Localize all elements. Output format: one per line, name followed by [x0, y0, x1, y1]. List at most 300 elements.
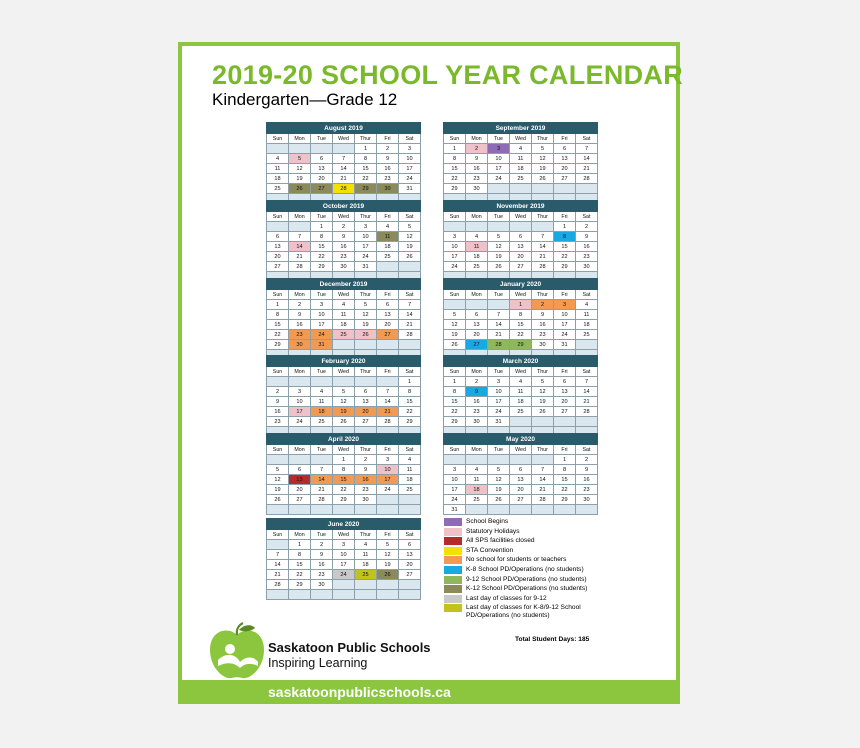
day-cell: 11 — [333, 310, 355, 320]
day-cell: 29 — [554, 495, 576, 505]
page-title: 2019-20 SCHOOL YEAR CALENDAR — [212, 60, 684, 90]
day-cell: 22 — [311, 252, 333, 262]
empty-cell — [377, 262, 399, 272]
day-cell: 14 — [532, 475, 554, 485]
legend-item — [444, 556, 602, 566]
day-cell: 9 — [333, 232, 355, 242]
legend-label: STA Convention — [466, 546, 514, 554]
day-cell: 7 — [576, 377, 598, 387]
empty-cell — [576, 417, 598, 427]
empty-cell — [532, 455, 554, 465]
legend-item — [444, 585, 602, 595]
weekday-label: Wed — [510, 290, 532, 300]
weekday-label: Fri — [554, 290, 576, 300]
day-cell: 11 — [311, 397, 333, 407]
empty-cell — [444, 222, 466, 232]
footer-bar — [182, 680, 676, 704]
weekday-label: Mon — [466, 290, 488, 300]
day-cell: 12 — [377, 550, 399, 560]
day-cell: 17 — [399, 164, 421, 174]
day-cell: 1 — [289, 540, 311, 550]
day-cell: 29 — [333, 495, 355, 505]
day-cell: 13 — [554, 387, 576, 397]
empty-cell — [267, 540, 289, 550]
day-cell: 4 — [466, 465, 488, 475]
empty-cell — [488, 184, 510, 194]
legend-swatch — [444, 556, 462, 564]
week-row — [444, 330, 598, 340]
day-cell: 12 — [333, 397, 355, 407]
empty-cell — [488, 222, 510, 232]
empty-cell — [576, 505, 598, 515]
weekday-label: Sun — [444, 290, 466, 300]
week-row — [444, 495, 598, 505]
day-cell: 29 — [444, 184, 466, 194]
day-cell: 13 — [510, 475, 532, 485]
empty-cell — [289, 455, 311, 465]
empty-cell — [267, 590, 289, 600]
day-cell: 19 — [399, 242, 421, 252]
day-cell: 4 — [333, 300, 355, 310]
week-row — [444, 154, 598, 164]
week-row — [444, 505, 598, 515]
legend-label: All SPS facilities closed — [466, 537, 535, 545]
legend-swatch — [444, 528, 462, 536]
day-cell: 31 — [355, 262, 377, 272]
day-cell: 18 — [267, 174, 289, 184]
day-cell: 14 — [532, 242, 554, 252]
day-cell: 25 — [466, 495, 488, 505]
day-cell: 15 — [444, 397, 466, 407]
calendar-sheet — [178, 42, 684, 704]
day-cell: 9 — [267, 397, 289, 407]
day-cell: 14 — [576, 154, 598, 164]
day-cell: 19 — [289, 174, 311, 184]
empty-cell — [488, 455, 510, 465]
day-cell: 8 — [444, 387, 466, 397]
day-cell: 20 — [554, 164, 576, 174]
weekday-label: Sun — [267, 290, 289, 300]
day-cell: 16 — [532, 320, 554, 330]
empty-cell — [554, 184, 576, 194]
day-cell: 15 — [311, 242, 333, 252]
week-row — [267, 242, 421, 252]
day-cell: 2 — [576, 222, 598, 232]
day-cell: 23 — [311, 570, 333, 580]
empty-cell — [510, 417, 532, 427]
day-cell: 7 — [267, 550, 289, 560]
day-cell: 10 — [488, 154, 510, 164]
day-cell: 28 — [267, 580, 289, 590]
day-cell: 18 — [576, 320, 598, 330]
weekday-label: Thur — [355, 212, 377, 222]
legend-label: Statutory Holidays — [466, 527, 520, 535]
empty-cell — [267, 222, 289, 232]
weekday-label: Fri — [554, 445, 576, 455]
week-row — [444, 455, 598, 465]
day-cell: 21 — [576, 164, 598, 174]
day-cell: 13 — [466, 320, 488, 330]
week-row — [267, 505, 421, 515]
day-cell: 6 — [554, 377, 576, 387]
legend-label: Last day of classes for 9-12 — [466, 594, 547, 602]
day-cell: 25 — [267, 184, 289, 194]
day-cell: 22 — [333, 485, 355, 495]
week-row — [444, 184, 598, 194]
week-row — [444, 387, 598, 397]
day-cell: 18 — [466, 485, 488, 495]
empty-cell — [289, 222, 311, 232]
day-cell: 31 — [399, 184, 421, 194]
day-cell: 5 — [488, 232, 510, 242]
day-cell: 20 — [510, 485, 532, 495]
empty-cell — [488, 505, 510, 515]
day-cell: 8 — [444, 154, 466, 164]
weekday-label: Tue — [311, 134, 333, 144]
week-row — [267, 154, 421, 164]
day-cell: 24 — [444, 495, 466, 505]
weekday-label: Thur — [355, 530, 377, 540]
empty-cell — [355, 590, 377, 600]
weekday-label: Sat — [576, 212, 598, 222]
weekday-label: Sat — [399, 530, 421, 540]
day-cell: 22 — [267, 330, 289, 340]
legend-label: K-12 School PD/Operations (no students) — [466, 585, 588, 593]
weekday-label: Sat — [399, 290, 421, 300]
week-row — [267, 164, 421, 174]
day-cell: 21 — [377, 407, 399, 417]
day-cell: 7 — [377, 387, 399, 397]
day-cell: 4 — [267, 154, 289, 164]
empty-cell — [311, 455, 333, 465]
weekday-label: Mon — [289, 134, 311, 144]
empty-cell — [399, 262, 421, 272]
week-row — [267, 550, 421, 560]
empty-cell — [532, 417, 554, 427]
day-cell: 27 — [510, 262, 532, 272]
day-cell: 15 — [333, 475, 355, 485]
empty-cell — [333, 144, 355, 154]
weekday-label: Mon — [289, 445, 311, 455]
empty-cell — [510, 505, 532, 515]
week-row — [444, 417, 598, 427]
day-cell: 3 — [399, 144, 421, 154]
empty-cell — [576, 184, 598, 194]
empty-cell — [532, 184, 554, 194]
day-cell: 28 — [576, 407, 598, 417]
day-cell: 24 — [488, 407, 510, 417]
day-cell: 26 — [377, 570, 399, 580]
day-cell: 5 — [289, 154, 311, 164]
legend-swatch — [444, 595, 462, 603]
empty-cell — [333, 377, 355, 387]
weekday-label: Sun — [267, 367, 289, 377]
day-cell: 1 — [510, 300, 532, 310]
week-row — [267, 174, 421, 184]
day-cell: 10 — [488, 387, 510, 397]
day-cell: 3 — [377, 455, 399, 465]
day-cell: 27 — [311, 184, 333, 194]
day-cell: 24 — [377, 485, 399, 495]
empty-cell — [355, 580, 377, 590]
day-cell: 4 — [399, 455, 421, 465]
empty-cell — [510, 184, 532, 194]
week-row — [267, 465, 421, 475]
legend-item — [444, 528, 602, 538]
day-cell: 7 — [399, 300, 421, 310]
empty-cell — [289, 144, 311, 154]
empty-cell — [399, 580, 421, 590]
day-cell: 29 — [554, 262, 576, 272]
day-cell: 17 — [377, 475, 399, 485]
legend-swatch — [444, 547, 462, 555]
day-cell: 26 — [267, 495, 289, 505]
empty-cell — [576, 340, 598, 350]
day-cell: 19 — [267, 485, 289, 495]
day-cell: 31 — [488, 417, 510, 427]
week-row — [444, 310, 598, 320]
week-row — [267, 495, 421, 505]
weekday-label: Wed — [510, 445, 532, 455]
day-cell: 10 — [289, 397, 311, 407]
day-cell: 12 — [289, 164, 311, 174]
weekday-label: Tue — [311, 530, 333, 540]
day-cell: 14 — [488, 320, 510, 330]
day-cell: 1 — [355, 144, 377, 154]
legend-item — [444, 518, 602, 528]
day-cell: 17 — [289, 407, 311, 417]
week-row — [444, 232, 598, 242]
weekday-label: Thur — [355, 367, 377, 377]
day-cell: 22 — [554, 485, 576, 495]
empty-cell — [333, 580, 355, 590]
calendar-february-2020 — [266, 355, 421, 437]
calendar-march-2020 — [443, 355, 598, 437]
day-cell: 13 — [289, 475, 311, 485]
day-cell: 26 — [289, 184, 311, 194]
week-row — [267, 144, 421, 154]
week-row — [267, 540, 421, 550]
day-cell: 2 — [466, 144, 488, 154]
day-cell: 25 — [355, 570, 377, 580]
calendar-june-2020 — [266, 518, 421, 600]
calendar-january-2020 — [443, 278, 598, 360]
day-cell: 20 — [466, 330, 488, 340]
day-cell: 6 — [311, 154, 333, 164]
week-row — [267, 475, 421, 485]
day-cell: 3 — [488, 144, 510, 154]
day-cell: 18 — [510, 397, 532, 407]
day-cell: 23 — [333, 252, 355, 262]
weekday-label: Thur — [532, 212, 554, 222]
week-row — [267, 340, 421, 350]
month-title: March 2020 — [444, 356, 598, 367]
day-cell: 1 — [333, 455, 355, 465]
day-cell: 9 — [466, 387, 488, 397]
week-row — [267, 252, 421, 262]
footer-url-link[interactable]: saskatoonpublicschools.ca — [268, 684, 451, 700]
day-cell: 15 — [444, 164, 466, 174]
empty-cell — [554, 417, 576, 427]
day-cell: 9 — [532, 310, 554, 320]
week-row — [267, 320, 421, 330]
day-cell: 17 — [444, 252, 466, 262]
day-cell: 1 — [444, 144, 466, 154]
day-cell: 29 — [289, 580, 311, 590]
day-cell: 16 — [466, 164, 488, 174]
day-cell: 24 — [333, 570, 355, 580]
day-cell: 11 — [377, 232, 399, 242]
weekday-label: Sun — [267, 530, 289, 540]
week-row — [444, 407, 598, 417]
week-row — [444, 164, 598, 174]
day-cell: 1 — [311, 222, 333, 232]
day-cell: 17 — [488, 397, 510, 407]
day-cell: 14 — [333, 164, 355, 174]
weekday-label: Tue — [488, 290, 510, 300]
day-cell: 3 — [488, 377, 510, 387]
day-cell: 28 — [377, 417, 399, 427]
day-cell: 2 — [377, 144, 399, 154]
day-cell: 23 — [267, 417, 289, 427]
week-row — [444, 300, 598, 310]
day-cell: 8 — [267, 310, 289, 320]
day-cell: 27 — [466, 340, 488, 350]
day-cell: 26 — [532, 407, 554, 417]
weekday-label: Fri — [377, 290, 399, 300]
week-row — [444, 144, 598, 154]
empty-cell — [554, 505, 576, 515]
day-cell: 24 — [355, 252, 377, 262]
week-row — [267, 417, 421, 427]
day-cell: 1 — [444, 377, 466, 387]
day-cell: 26 — [532, 174, 554, 184]
weekday-label: Fri — [377, 134, 399, 144]
day-cell: 22 — [355, 174, 377, 184]
empty-cell — [377, 590, 399, 600]
empty-cell — [311, 377, 333, 387]
day-cell: 25 — [510, 407, 532, 417]
day-cell: 13 — [311, 164, 333, 174]
day-cell: 5 — [399, 222, 421, 232]
legend-item — [444, 547, 602, 557]
day-cell: 30 — [576, 262, 598, 272]
weekday-label: Thur — [532, 445, 554, 455]
day-cell: 3 — [355, 222, 377, 232]
weekday-label: Sat — [576, 290, 598, 300]
empty-cell — [289, 377, 311, 387]
week-row — [267, 485, 421, 495]
day-cell: 16 — [267, 407, 289, 417]
day-cell: 1 — [554, 222, 576, 232]
weekday-label: Wed — [333, 290, 355, 300]
day-cell: 25 — [311, 417, 333, 427]
day-cell: 24 — [554, 330, 576, 340]
day-cell: 7 — [289, 232, 311, 242]
day-cell: 15 — [554, 242, 576, 252]
day-cell: 6 — [377, 300, 399, 310]
day-cell: 28 — [576, 174, 598, 184]
day-cell: 18 — [399, 475, 421, 485]
day-cell: 12 — [399, 232, 421, 242]
day-cell: 2 — [355, 455, 377, 465]
day-cell: 23 — [355, 485, 377, 495]
week-row — [444, 242, 598, 252]
legend-swatch — [444, 537, 462, 545]
day-cell: 5 — [377, 540, 399, 550]
calendar-august-2019 — [266, 122, 421, 204]
day-cell: 13 — [267, 242, 289, 252]
day-cell: 10 — [355, 232, 377, 242]
week-row — [267, 580, 421, 590]
empty-cell — [377, 580, 399, 590]
weekday-label: Sat — [399, 212, 421, 222]
day-cell: 21 — [488, 330, 510, 340]
weekday-label: Thur — [355, 290, 377, 300]
weekday-label: Mon — [289, 367, 311, 377]
day-cell: 20 — [311, 174, 333, 184]
day-cell: 5 — [488, 465, 510, 475]
weekday-label: Tue — [488, 445, 510, 455]
day-cell: 17 — [444, 485, 466, 495]
day-cell: 17 — [333, 560, 355, 570]
day-cell: 16 — [355, 475, 377, 485]
day-cell: 6 — [267, 232, 289, 242]
week-row — [267, 570, 421, 580]
day-cell: 15 — [510, 320, 532, 330]
day-cell: 26 — [444, 340, 466, 350]
day-cell: 26 — [355, 330, 377, 340]
day-cell: 15 — [289, 560, 311, 570]
day-cell: 24 — [444, 262, 466, 272]
day-cell: 10 — [554, 310, 576, 320]
empty-cell — [267, 377, 289, 387]
total-student-days-value: 185 — [578, 636, 590, 643]
empty-cell — [399, 340, 421, 350]
weekday-label: Sat — [399, 445, 421, 455]
day-cell: 10 — [444, 242, 466, 252]
empty-cell — [333, 505, 355, 515]
legend-item — [444, 595, 602, 605]
day-cell: 4 — [355, 540, 377, 550]
empty-cell — [355, 505, 377, 515]
weekday-label: Thur — [532, 134, 554, 144]
legend-item — [444, 576, 602, 586]
day-cell: 21 — [333, 174, 355, 184]
day-cell: 22 — [444, 407, 466, 417]
day-cell: 9 — [576, 465, 598, 475]
week-row — [267, 222, 421, 232]
weekday-label: Sun — [267, 445, 289, 455]
month-title: October 2019 — [267, 201, 421, 212]
legend-label: Last day of classes for K-8/9-12 School PD/Operations (no students) — [466, 604, 581, 620]
empty-cell — [377, 340, 399, 350]
week-row — [444, 485, 598, 495]
day-cell: 24 — [311, 330, 333, 340]
day-cell: 19 — [377, 560, 399, 570]
day-cell: 1 — [554, 455, 576, 465]
week-row — [267, 407, 421, 417]
calendar-october-2019 — [266, 200, 421, 282]
empty-cell — [355, 377, 377, 387]
day-cell: 7 — [333, 154, 355, 164]
day-cell: 31 — [311, 340, 333, 350]
day-cell: 28 — [532, 495, 554, 505]
day-cell: 21 — [399, 320, 421, 330]
day-cell: 1 — [267, 300, 289, 310]
day-cell: 22 — [399, 407, 421, 417]
day-cell: 30 — [576, 495, 598, 505]
